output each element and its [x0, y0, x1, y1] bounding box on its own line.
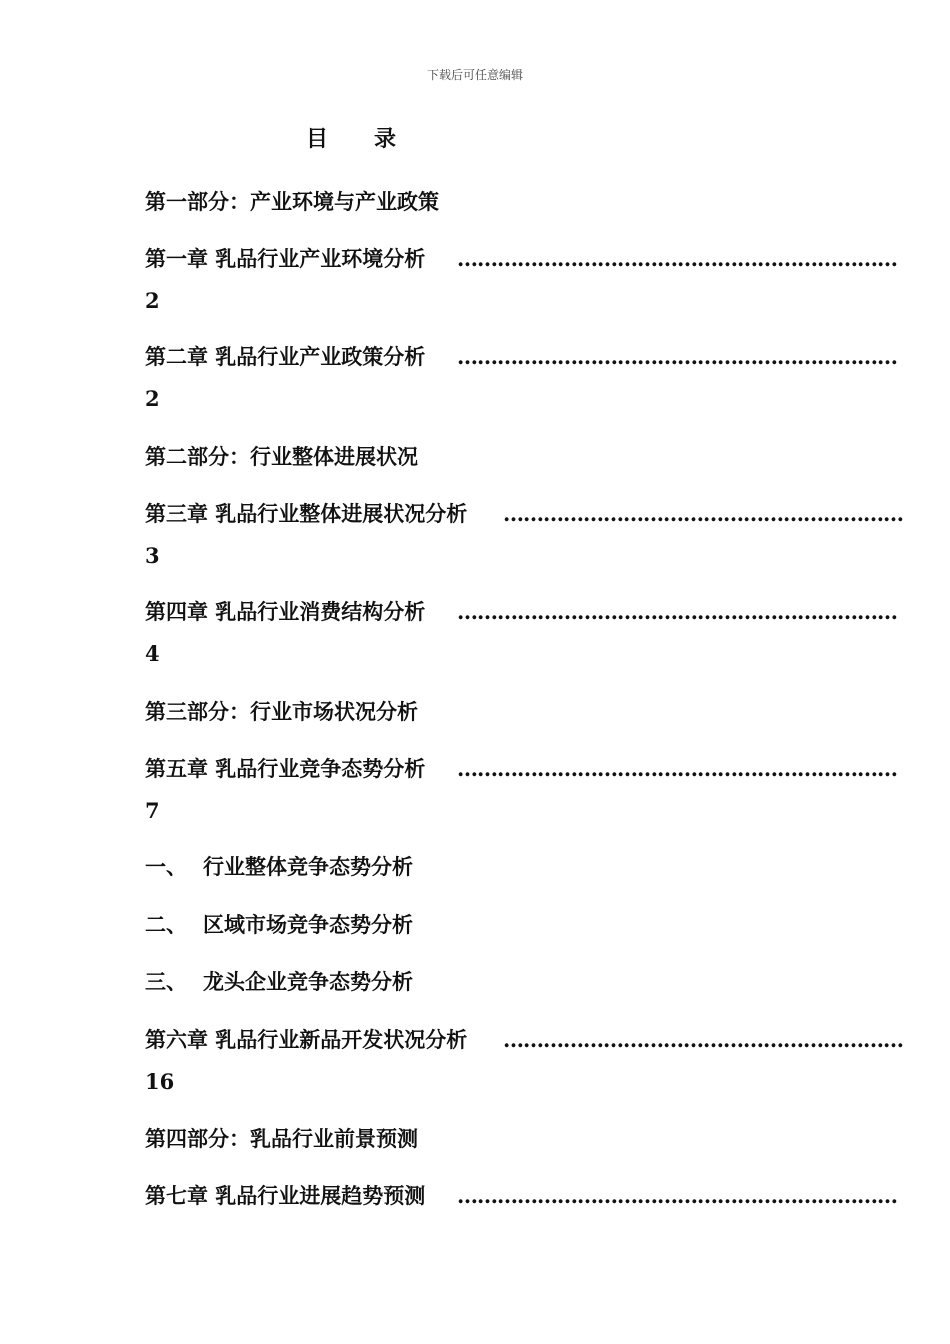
header-note: 下载后可任意编辑: [426, 68, 523, 82]
toc-subsection-3[interactable]: [145, 968, 413, 996]
toc-leader-dots: …………………………………………………………: [457, 599, 897, 624]
subsection-label: 行业整体竞争态势分析: [203, 854, 413, 879]
subsection-marker: 一、: [145, 854, 187, 879]
toc-leader-dots: ……………………………………………………: [503, 501, 903, 526]
toc-subsection-2[interactable]: [145, 911, 413, 939]
toc-title-right: 录: [374, 126, 397, 152]
toc-leader-dots: …………………………………………………………: [457, 1183, 897, 1208]
toc-leader-dots: ……………………………………………………: [503, 1027, 903, 1052]
toc-page-number: 2: [145, 288, 160, 313]
toc-chapter-7[interactable]: 第七章 乳品行业进展趋势预测: [145, 1183, 426, 1208]
toc-part-3[interactable]: 第三部分：行业市场状况分析: [145, 699, 418, 724]
toc-leader-dots: …………………………………………………………: [457, 246, 897, 271]
toc-title: [306, 122, 396, 153]
toc-subsection-1[interactable]: [145, 853, 413, 881]
toc-page-number: 7: [145, 798, 160, 823]
toc-chapter-3[interactable]: 第三章 乳品行业整体进展状况分析: [145, 501, 468, 526]
subsection-label: 区域市场竞争态势分析: [203, 912, 413, 937]
toc-title-left: 目: [306, 126, 329, 152]
subsection-marker: 二、: [145, 912, 187, 937]
toc-chapter-2[interactable]: 第二章 乳品行业产业政策分析: [145, 344, 426, 369]
toc-chapter-6[interactable]: 第六章 乳品行业新品开发状况分析: [145, 1027, 468, 1052]
toc-part-1[interactable]: 第一部分：产业环境与产业政策: [145, 189, 439, 214]
toc-chapter-1[interactable]: 第一章 乳品行业产业环境分析: [145, 246, 426, 271]
toc-part-4[interactable]: 第四部分：乳品行业前景预测: [145, 1126, 418, 1151]
toc-leader-dots: …………………………………………………………: [457, 344, 897, 369]
toc-page-number: 4: [145, 641, 160, 666]
toc-chapter-4[interactable]: 第四章 乳品行业消费结构分析: [145, 599, 426, 624]
toc-page-number: 2: [145, 386, 160, 411]
subsection-marker: 三、: [145, 969, 187, 994]
subsection-label: 龙头企业竞争态势分析: [203, 969, 413, 994]
toc-chapter-5[interactable]: 第五章 乳品行业竞争态势分析: [145, 756, 426, 781]
toc-part-2[interactable]: 第二部分：行业整体进展状况: [145, 444, 418, 469]
toc-leader-dots: …………………………………………………………: [457, 756, 897, 781]
toc-page-number: 3: [145, 543, 160, 568]
toc-page-number: 16: [145, 1069, 175, 1094]
